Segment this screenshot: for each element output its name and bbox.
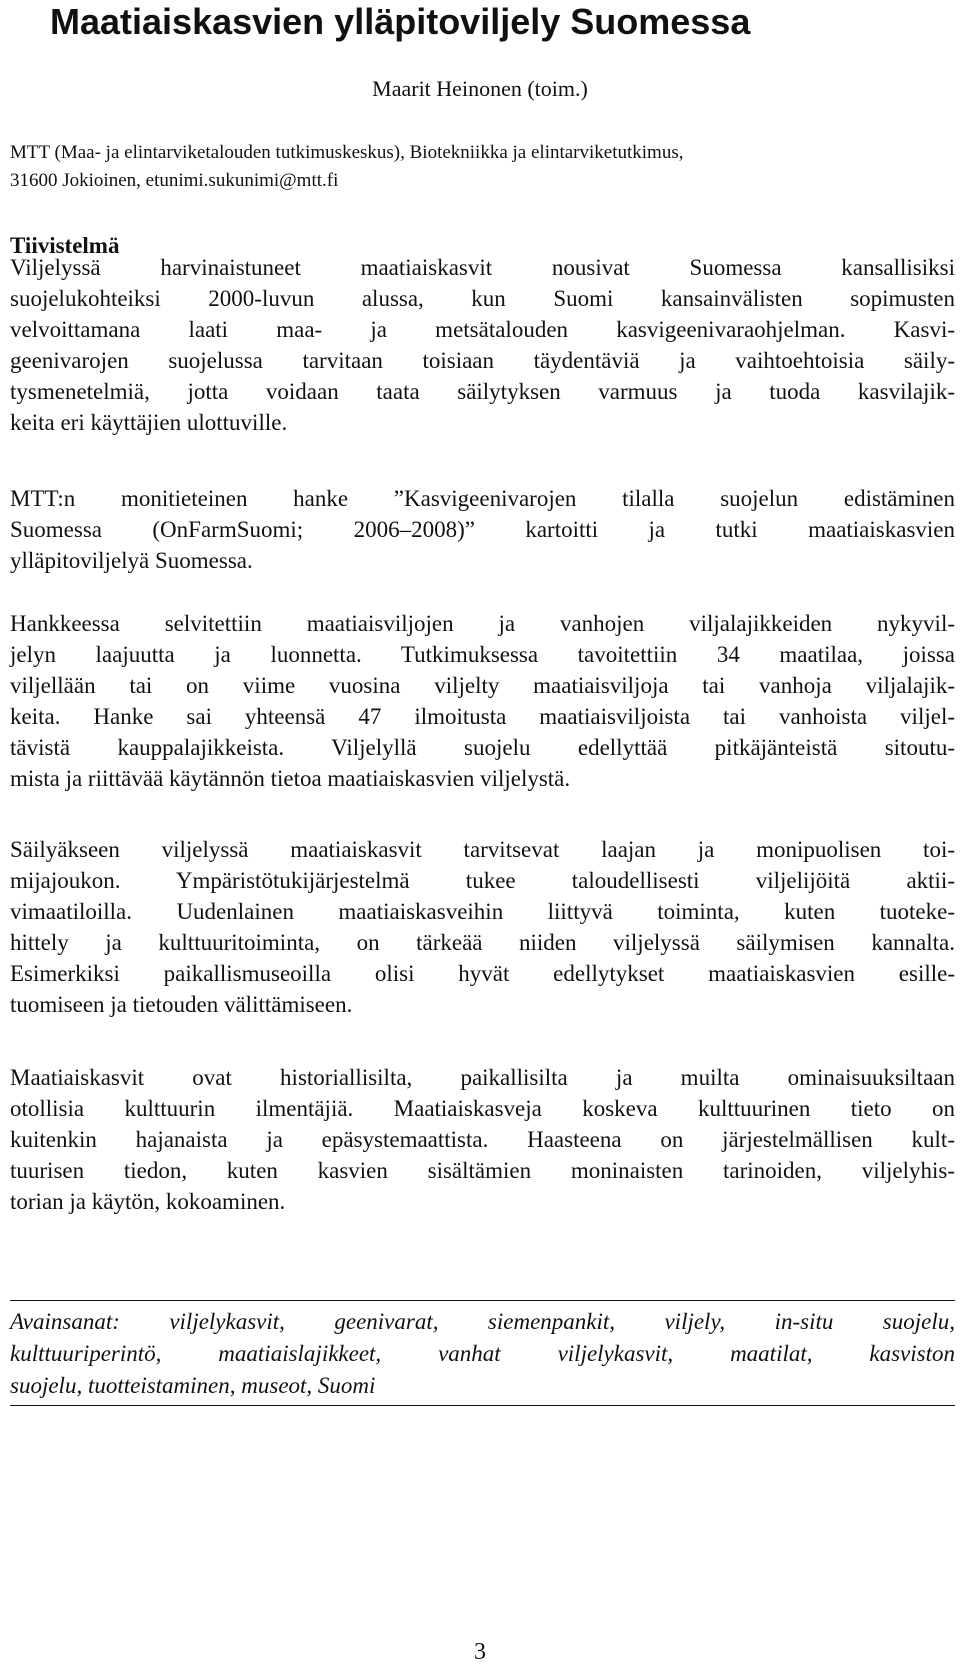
affiliation-line: MTT (Maa- ja elintarviketalouden tutkimuskeskus), Biotekniikka ja elintarviketutkimus, [10, 142, 684, 163]
keywords-line: kulttuuriperintö, maatiaislajikkeet, vanhat viljelykasvit, maatilat, kasviston [10, 1341, 955, 1366]
keywords-line: suojelu, tuotteistaminen, museot, Suomi [10, 1373, 376, 1398]
text-line: mijajoukon. Ympäristötukijärjestelmä tukee taloudellisesti viljelijöitä aktii- [10, 868, 955, 893]
text-line: Maatiaiskasvit ovat historiallisilta, paikallisilta ja muilta ominaisuuksiltaan [10, 1065, 955, 1090]
text-line: keita eri käyttäjien ulottuville. [10, 410, 288, 435]
text-line: velvoittamana laati maa- ja metsätalouden kasvigeenivaraohjelman. Kasvi- [10, 317, 955, 342]
text-line: mista ja riittävää käytännön tietoa maatiaiskasvien viljelystä. [10, 766, 571, 791]
page-number: 3 [474, 1639, 486, 1665]
text-line: suojelukohteiksi 2000-luvun alussa, kun Suomi kansainvälisten sopimusten [10, 286, 955, 311]
text-line: jelyn laajuutta ja luonnetta. Tutkimuksessa tavoitettiin 34 maatilaa, joissa [10, 642, 955, 667]
text-line: Hankkeessa selvitettiin maatiaisviljojen ja vanhojen viljalajikkeiden nykyvil- [10, 611, 955, 636]
text-line: Säilyäkseen viljelyssä maatiaiskasvit tarvitsevat laajan ja monipuolisen toi- [10, 837, 955, 862]
text-line: tuurisen tiedon, kuten kasvien sisältämien moninaisten tarinoiden, viljelyhis- [10, 1158, 955, 1183]
text-line: keita. Hanke sai yhteensä 47 ilmoitusta maatiaisviljoista tai vanhoista viljel- [10, 704, 955, 729]
abstract-heading: Tiivistelmä [10, 233, 120, 258]
affiliation-line: 31600 Jokioinen, etunimi.sukunimi@mtt.fi [10, 170, 339, 191]
abstract-paragraph-5 [10, 1062, 955, 1217]
text-line: Viljelyssä harvinaistuneet maatiaiskasvit nousivat Suomessa kansallisiksi [10, 255, 955, 280]
keywords-line: Avainsanat: viljelykasvit, geenivarat, siemenpankit, viljely, in-situ suojelu, [10, 1309, 955, 1334]
abstract-paragraph-1 [10, 252, 955, 438]
text-line: tysmenetelmiä, jotta voidaan taata säilytyksen varmuus ja tuoda kasvilajik- [10, 379, 955, 404]
text-line: hittely ja kulttuuritoiminta, on tärkeää niiden viljelyssä säilymisen kannalta. [10, 930, 955, 955]
text-line: ylläpitoviljelyä Suomessa. [10, 548, 253, 573]
text-line: Esimerkiksi paikallismuseoilla olisi hyvät edellytykset maatiaiskasvien esille- [10, 961, 955, 986]
text-line: geenivarojen suojelussa tarvitaan toisiaan täydentäviä ja vaihtoehtoisia säily- [10, 348, 955, 373]
text-line: vimaatiloilla. Uudenlainen maatiaiskasveihin liittyvä toiminta, kuten tuoteke- [10, 899, 955, 924]
abstract-paragraph-4 [10, 834, 955, 1020]
text-line: kuitenkin hajanaista ja epäsystemaattista. Haasteena on järjestelmällisen kult- [10, 1127, 955, 1152]
text-line: tävistä kauppalajikkeista. Viljelyllä suojelu edellyttää pitkäjänteistä sitoutu- [10, 735, 955, 760]
text-line: torian ja käytön, kokoaminen. [10, 1189, 286, 1214]
text-line: Suomessa (OnFarmSuomi; 2006–2008)” kartoitti ja tutki maatiaiskasvien [10, 517, 955, 542]
document-title: Maatiaiskasvien ylläpitoviljely Suomessa [50, 1, 751, 42]
text-line: tuomiseen ja tietouden välittämiseen. [10, 992, 353, 1017]
author-line: Maarit Heinonen (toim.) [372, 76, 588, 101]
text-line: MTT:n monitieteinen hanke ”Kasvigeenivarojen tilalla suojelun edistäminen [10, 486, 955, 511]
text-line: viljellään tai on viime vuosina viljelty maatiaisviljoja tai vanhoja viljalajik- [10, 673, 955, 698]
affiliation [10, 139, 890, 195]
keywords-top-rule [10, 1300, 955, 1301]
keywords-block [10, 1306, 955, 1402]
abstract-paragraph-3 [10, 608, 955, 794]
text-line: otollisia kulttuurin ilmentäjiä. Maatiaiskasveja koskeva kulttuurinen tieto on [10, 1096, 955, 1121]
keywords-bottom-rule [10, 1405, 955, 1406]
abstract-paragraph-2 [10, 483, 955, 576]
